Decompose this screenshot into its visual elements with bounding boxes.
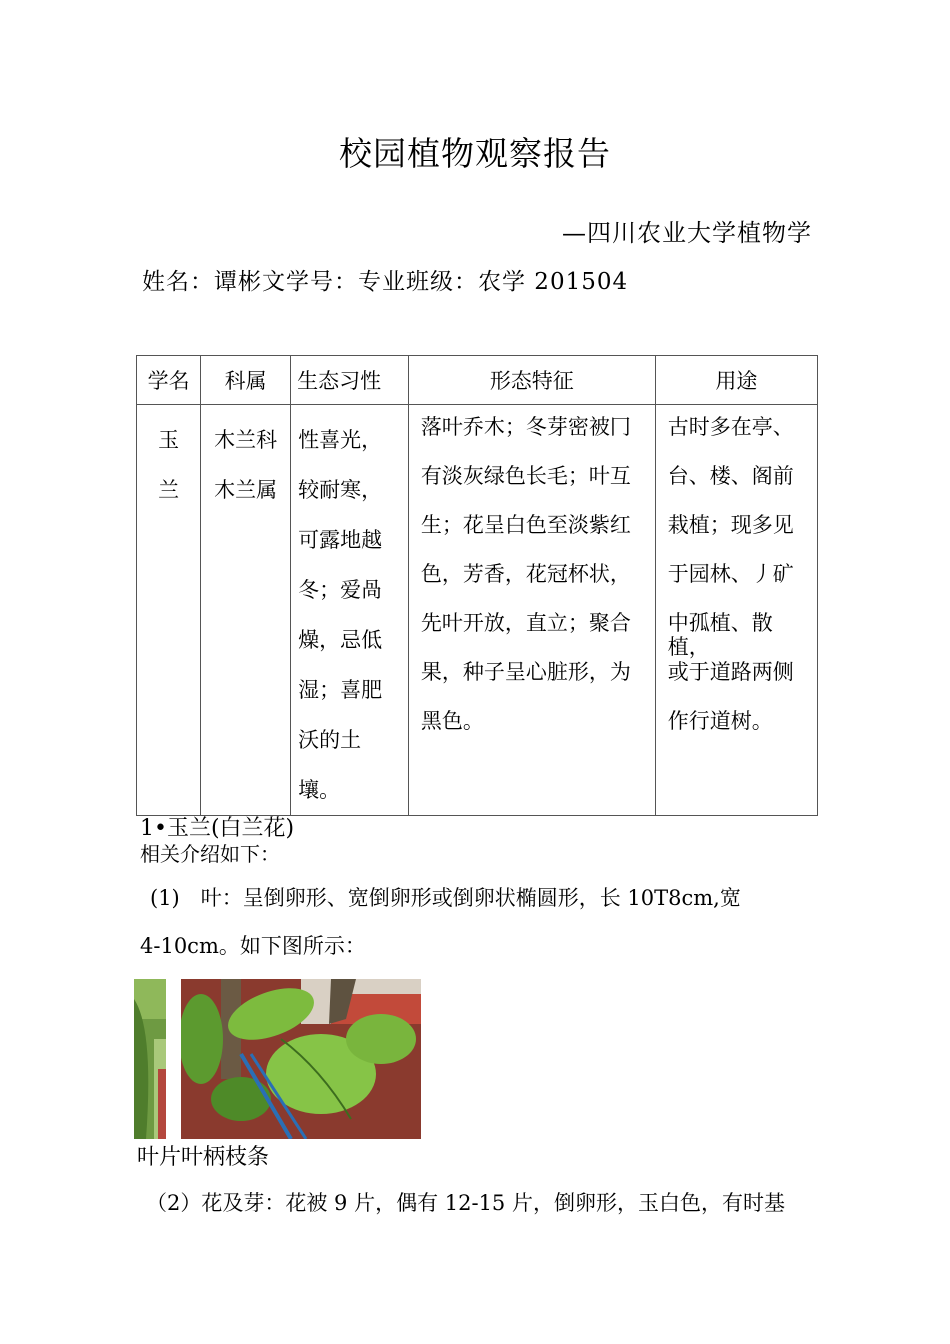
cell-text: 沃的土: [298, 728, 362, 752]
cell-text: 中孤植、散植，: [667, 611, 773, 659]
cell-morphology: [408, 405, 655, 816]
cell-name: [137, 405, 201, 816]
header-ecology: 生态习性: [291, 356, 409, 405]
cell-text: 落叶乔木；冬芽密被冂: [420, 415, 631, 439]
cell-ecology: [291, 405, 409, 816]
cell-text: 或于道路两侧: [667, 660, 794, 684]
table-header-row: [137, 356, 818, 405]
photo-caption: 叶片叶柄枝条: [137, 1145, 270, 1170]
cell-text: 木兰科: [214, 428, 278, 452]
observation-table: [136, 355, 818, 816]
cell-text: 兰: [158, 478, 180, 502]
cell-text: 果，种子呈心脏形，为: [420, 660, 631, 684]
header-family-genus: 科属: [201, 356, 291, 405]
cell-text: 湿；喜肥: [298, 678, 383, 702]
cell-text: 生；花呈白色至淡紫红: [420, 513, 631, 537]
page-subtitle: —四川农业大学植物学: [562, 219, 812, 247]
cell-text: 壤。: [298, 778, 341, 802]
section-heading: 1•玉兰(白兰花): [140, 816, 295, 841]
cell-text: 于园林、丿矿: [667, 562, 794, 586]
cell-text: 黑色。: [420, 709, 484, 733]
cell-text: 冬；爱咼: [298, 578, 383, 602]
cell-text: 作行道树。: [667, 709, 773, 733]
table-row: [137, 405, 818, 816]
cell-text: 较耐寒，: [298, 478, 383, 502]
leaf-paragraph-line-2: 4-10cm。如下图所示：: [140, 934, 366, 958]
cell-text: 可露地越: [298, 528, 383, 552]
cell-text: 燥，忌低: [298, 628, 383, 652]
header-morphology: 形态特征: [408, 356, 655, 405]
cell-uses: [655, 405, 817, 816]
header-scientific-name: 学名: [137, 356, 201, 405]
cell-family: [201, 405, 291, 816]
leaf-paragraph-line-1: (1) 叶：呈倒卵形、宽倒卵形或倒卵状椭圆形，长 10T8cm,宽: [150, 886, 741, 910]
section-intro: 相关介绍如下：: [140, 842, 280, 866]
cell-text: 台、楼、阁前: [667, 464, 794, 488]
leaf-photo-cropped: [134, 979, 166, 1139]
cell-text: 有淡灰绿色长毛；叶互: [420, 464, 631, 488]
cell-text: 先叶开放，直立；聚合: [420, 611, 631, 635]
header-uses: 用途: [655, 356, 817, 405]
cell-text: 性喜光，: [298, 428, 383, 452]
leaf-petiole-branch-photo: [181, 979, 421, 1139]
cell-text: 栽植；现多见: [667, 513, 794, 537]
cell-text: 古时多在亭、: [667, 415, 794, 439]
cell-text: 玉: [158, 428, 180, 452]
page-title: 校园植物观察报告: [339, 134, 611, 173]
student-info-line: 姓名：谭彬文学号：专业班级：农学 201504: [142, 269, 629, 295]
cell-text: 色，芳香，花冠杯状，: [420, 562, 631, 586]
flower-paragraph: （2）花及芽：花被 9 片，偶有 12-15 片，倒卵形，玉白色，有时基: [146, 1191, 785, 1215]
cell-text: 木兰属: [214, 478, 278, 502]
